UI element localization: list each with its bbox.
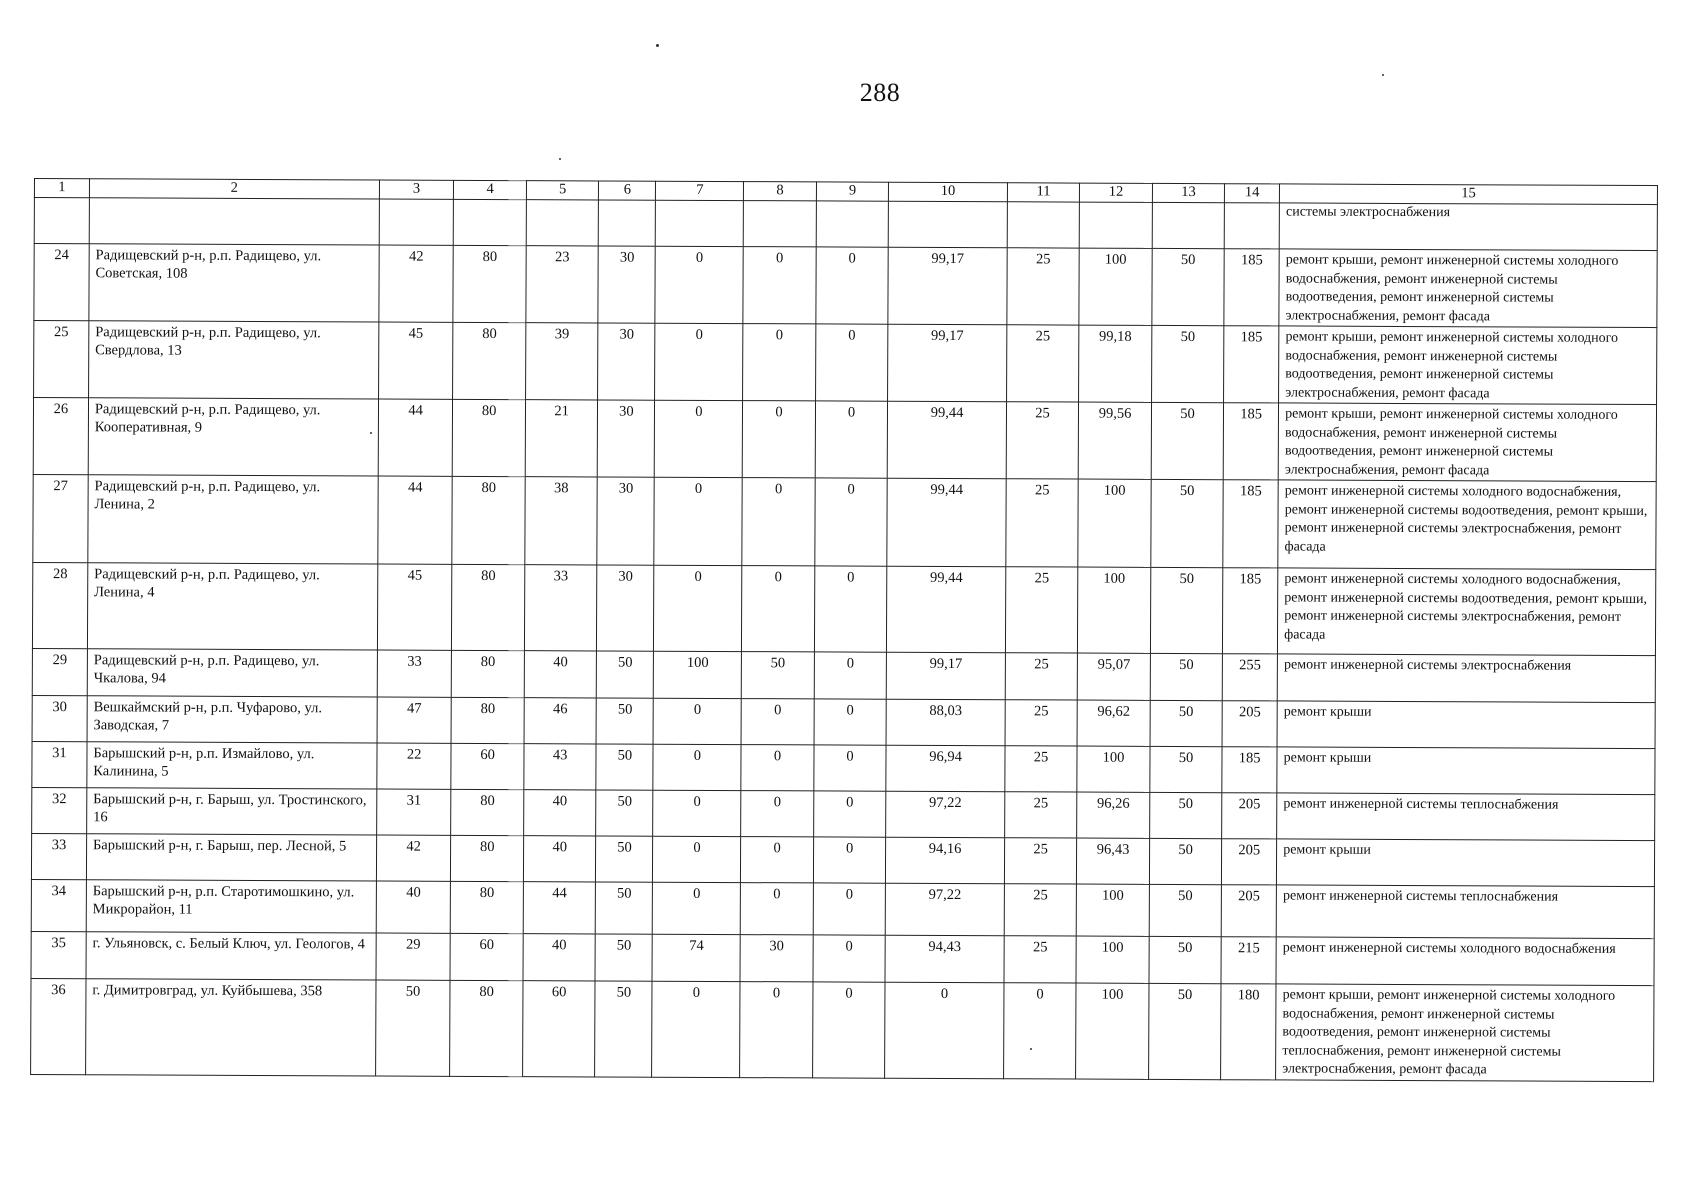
- value-cell-c11: 25: [1005, 567, 1078, 653]
- value-cell-c7: 0: [653, 790, 741, 836]
- value-cell-c10: 99,44: [887, 478, 1006, 567]
- value-cell-c8: 50: [742, 652, 815, 699]
- table-row: [33, 474, 1656, 569]
- value-cell-c8: 0: [741, 699, 814, 745]
- value-cell-c14: 185: [1224, 249, 1279, 326]
- works-cell: системы электроснабжения: [1279, 203, 1657, 251]
- value-cell-c4: 80: [453, 322, 526, 399]
- column-number-1: 1: [34, 179, 89, 198]
- value-cell-c3: 45: [378, 322, 453, 399]
- column-number-5: 5: [526, 181, 599, 200]
- value-cell-c14: 185: [1223, 480, 1278, 568]
- column-number-11: 11: [1007, 183, 1080, 202]
- table-row: [32, 787, 1655, 840]
- value-cell-c5: 40: [523, 934, 596, 981]
- column-number-10: 10: [889, 182, 1008, 202]
- value-cell-c14: 185: [1224, 326, 1279, 403]
- table-row: [31, 931, 1654, 985]
- value-cell-c14: 205: [1222, 701, 1277, 747]
- value-cell-c7: 0: [655, 323, 743, 400]
- cell: [888, 201, 1007, 248]
- column-number-13: 13: [1152, 183, 1225, 202]
- value-cell-c10: 99,44: [887, 401, 1006, 479]
- value-cell-c12: 100: [1079, 248, 1152, 325]
- value-cell-c3: 50: [375, 980, 450, 1076]
- value-cell-c7: 0: [655, 400, 743, 477]
- column-number-4: 4: [454, 180, 527, 199]
- value-cell-c9: 0: [814, 566, 887, 652]
- value-cell-c8: 0: [741, 837, 814, 883]
- value-cell-c9: 0: [814, 745, 887, 791]
- row-number-cell: 26: [33, 398, 88, 475]
- table-row: [32, 562, 1655, 655]
- address-cell: Радищевский р-н, р.п. Радищево, ул. Чкалова, 94: [87, 649, 377, 697]
- address-cell: Радищевский р-н, р.п. Радищево, ул. Ленина, 2: [88, 475, 378, 564]
- row-number-cell: 24: [34, 244, 89, 321]
- address-cell: Барышский р-н, р.п. Измайлово, ул. Калинина, 5: [87, 742, 377, 789]
- row-number-cell: 34: [31, 879, 86, 931]
- address-cell: г. Ульяновск, с. Белый Ключ, ул. Геологов, 4: [86, 932, 376, 980]
- works-cell: ремонт крыши, ремонт инженерной системы холодного водоснабжения, ремонт инженерной системы водоотведения, ремонт инженерной системы электроснабжения, ремонт фасада: [1278, 403, 1656, 482]
- value-cell-c7: 0: [652, 981, 740, 1077]
- address-cell: Барышский р-н, г. Барыш, ул. Тростинского, 16: [87, 788, 377, 835]
- column-number-7: 7: [656, 181, 744, 200]
- value-cell-c6: 30: [597, 477, 654, 565]
- value-cell-c3: 40: [376, 881, 451, 933]
- address-cell: Радищевский р-н, р.п. Радищево, ул. Ленина, 4: [87, 563, 377, 650]
- value-cell-c4: 80: [451, 835, 524, 881]
- value-cell-c5: 23: [526, 246, 599, 323]
- value-cell-c9: 0: [815, 324, 888, 401]
- value-cell-c14: 205: [1222, 793, 1277, 839]
- value-cell-c11: 25: [1004, 884, 1077, 936]
- value-cell-c11: 25: [1004, 838, 1077, 884]
- value-cell-c3: 42: [376, 835, 451, 881]
- value-cell-c5: 21: [525, 400, 598, 477]
- value-cell-c6: 30: [598, 323, 655, 400]
- value-cell-c12: 100: [1077, 884, 1150, 936]
- value-cell-c12: 99,56: [1079, 402, 1152, 479]
- value-cell-c14: 255: [1222, 654, 1277, 701]
- works-cell: ремонт крыши, ремонт инженерной системы холодного водоснабжения, ремонт инженерной системы водоотведения, ремонт инженерной системы электроснабжения, ремонт фасада: [1279, 326, 1657, 405]
- value-cell-c7: 0: [655, 246, 743, 323]
- value-cell-c11: 25: [1005, 700, 1078, 746]
- address-cell: г. Димитровград, ул. Куйбышева, 358: [85, 979, 375, 1076]
- value-cell-c5: 39: [525, 323, 598, 400]
- value-cell-c4: 80: [451, 697, 524, 743]
- value-cell-c4: 80: [452, 476, 525, 564]
- works-cell: ремонт инженерной системы электроснабжения: [1277, 654, 1655, 703]
- value-cell-c14: 205: [1222, 839, 1277, 885]
- value-cell-c7: 74: [652, 934, 740, 981]
- value-cell-c5: 60: [522, 981, 595, 1077]
- cell: [454, 199, 527, 245]
- value-cell-c10: 97,22: [886, 791, 1005, 838]
- value-cell-c10: 99,17: [886, 652, 1005, 700]
- value-cell-c7: 0: [654, 698, 742, 744]
- value-cell-c4: 80: [453, 245, 526, 322]
- value-cell-c14: 215: [1221, 937, 1276, 984]
- value-cell-c12: 100: [1078, 567, 1151, 653]
- row-number-cell: 31: [32, 741, 87, 787]
- value-cell-c13: 50: [1151, 325, 1224, 402]
- row-number-cell: 32: [32, 787, 87, 833]
- table-row: [34, 244, 1657, 328]
- value-cell-c11: 25: [1005, 746, 1078, 792]
- cell: [1007, 202, 1080, 248]
- scan-speck: [1382, 74, 1384, 76]
- value-cell-c10: 88,03: [886, 699, 1005, 746]
- value-cell-c3: 33: [377, 650, 452, 697]
- value-cell-c8: 30: [740, 935, 813, 982]
- scan-speck: [656, 44, 659, 47]
- table-row: [32, 741, 1655, 794]
- value-cell-c11: 25: [1007, 248, 1080, 325]
- value-cell-c10: 99,17: [888, 247, 1007, 325]
- value-cell-c12: 100: [1076, 983, 1149, 1079]
- row-number-cell: 36: [31, 978, 86, 1074]
- value-cell-c6: 50: [597, 651, 654, 698]
- value-cell-c7: 0: [653, 836, 741, 882]
- value-cell-c3: 31: [376, 789, 451, 835]
- value-cell-c13: 50: [1152, 248, 1225, 325]
- works-cell: ремонт инженерной системы теплоснабжения: [1276, 885, 1654, 939]
- value-cell-c4: 80: [452, 650, 525, 697]
- repair-program-table: [30, 178, 1658, 1082]
- value-cell-c3: 42: [379, 245, 454, 322]
- works-cell: ремонт крыши, ремонт инженерной системы холодного водоснабжения, ремонт инженерной системы водоотведения, ремонт инженерной системы электроснабжения, ремонт фасада: [1279, 249, 1657, 328]
- value-cell-c5: 40: [524, 651, 597, 698]
- column-number-12: 12: [1080, 183, 1153, 202]
- value-cell-c13: 50: [1149, 792, 1222, 838]
- value-cell-c13: 50: [1150, 567, 1223, 653]
- row-number-cell: 29: [32, 648, 87, 695]
- address-cell: Вешкаймский р-н, р.п. Чуфарово, ул. Заводская, 7: [87, 696, 377, 743]
- value-cell-c5: 38: [525, 477, 598, 565]
- value-cell-c9: 0: [815, 478, 888, 566]
- value-cell-c13: 50: [1150, 653, 1223, 700]
- value-cell-c9: 0: [813, 883, 886, 935]
- cell: [34, 198, 89, 244]
- value-cell-c9: 0: [815, 401, 888, 478]
- cell: [816, 201, 889, 247]
- column-number-3: 3: [379, 180, 454, 199]
- table-row: [33, 398, 1656, 482]
- works-cell: ремонт крыши: [1277, 747, 1655, 795]
- value-cell-c9: 0: [816, 247, 889, 324]
- value-cell-c12: 96,26: [1077, 792, 1150, 838]
- value-cell-c9: 0: [814, 652, 887, 699]
- value-cell-c9: 0: [813, 791, 886, 837]
- value-cell-c5: 33: [524, 565, 597, 651]
- cell: [1224, 203, 1279, 249]
- scan-speck: [559, 158, 561, 160]
- value-cell-c13: 50: [1151, 402, 1224, 479]
- value-cell-c13: 50: [1149, 838, 1222, 884]
- works-cell: ремонт инженерной системы теплоснабжения: [1277, 793, 1655, 841]
- value-cell-c3: 47: [377, 697, 452, 743]
- value-cell-c8: 0: [741, 791, 814, 837]
- value-cell-c5: 40: [523, 836, 596, 882]
- value-cell-c3: 44: [378, 476, 453, 564]
- value-cell-c13: 50: [1150, 700, 1223, 746]
- column-number-15: 15: [1280, 184, 1658, 205]
- address-cell: Радищевский р-н, р.п. Радищево, ул. Кооперативная, 9: [88, 398, 378, 476]
- value-cell-c12: 95,07: [1078, 653, 1151, 700]
- value-cell-c3: 22: [377, 743, 452, 789]
- value-cell-c7: 0: [654, 565, 742, 651]
- row-number-cell: 30: [32, 695, 87, 741]
- table-row: [31, 833, 1654, 886]
- table-row: [32, 648, 1655, 702]
- value-cell-c3: 45: [377, 564, 452, 650]
- value-cell-c8: 0: [741, 745, 814, 791]
- works-cell: ремонт крыши, ремонт инженерной системы холодного водоснабжения, ремонт инженерной системы водоотведения, ремонт инженерной системы теплоснабжения, ремонт инженерной системы электроснабжения, ремонт фасада: [1276, 984, 1654, 1081]
- page-number: 288: [859, 78, 901, 107]
- cell: [656, 200, 744, 246]
- value-cell-c4: 80: [451, 789, 524, 835]
- column-number-8: 8: [744, 182, 817, 201]
- value-cell-c6: 30: [598, 400, 655, 477]
- value-cell-c14: 185: [1222, 747, 1277, 793]
- value-cell-c7: 0: [653, 882, 741, 934]
- value-cell-c13: 50: [1151, 479, 1224, 567]
- value-cell-c7: 100: [654, 651, 742, 698]
- value-cell-c13: 50: [1150, 746, 1223, 792]
- value-cell-c11: 25: [1004, 936, 1077, 983]
- value-cell-c4: 80: [451, 881, 524, 933]
- column-number-2: 2: [89, 179, 379, 199]
- value-cell-c5: 43: [524, 744, 597, 790]
- cell: [89, 198, 379, 245]
- table-row: [32, 695, 1655, 748]
- value-cell-c10: 94,43: [885, 935, 1004, 983]
- value-cell-c11: 25: [1006, 325, 1079, 402]
- value-cell-c7: 0: [653, 744, 741, 790]
- row-number-cell: 28: [32, 562, 87, 648]
- value-cell-c9: 0: [814, 699, 887, 745]
- value-cell-c10: 96,94: [886, 745, 1005, 792]
- value-cell-c12: 96,43: [1077, 838, 1150, 884]
- table-row: [34, 321, 1657, 405]
- column-number-14: 14: [1225, 184, 1280, 203]
- value-cell-c6: 30: [597, 565, 654, 651]
- value-cell-c5: 40: [524, 790, 597, 836]
- value-cell-c12: 100: [1077, 746, 1150, 792]
- value-cell-c10: 97,22: [885, 883, 1004, 936]
- value-cell-c5: 46: [524, 698, 597, 744]
- works-cell: ремонт инженерной системы холодного водоснабжения, ремонт инженерной системы водоотведения, ремонт крыши, ремонт инженерной системы электроснабжения, ремонт фасада: [1278, 568, 1656, 656]
- address-cell: Радищевский р-н, р.п. Радищево, ул. Свердлова, 13: [88, 321, 378, 399]
- works-cell: ремонт инженерной системы холодного водоснабжения, ремонт инженерной системы водоотведения, ремонт крыши, ремонт инженерной системы электроснабжения, ремонт фасада: [1278, 480, 1656, 570]
- column-number-6: 6: [599, 181, 656, 200]
- value-cell-c10: 94,16: [886, 837, 1005, 884]
- row-number-cell: 33: [31, 833, 86, 879]
- value-cell-c12: 100: [1078, 479, 1151, 567]
- address-cell: Барышский р-н, г. Барыш, пер. Лесной, 5: [86, 834, 376, 881]
- value-cell-c3: 44: [378, 399, 453, 476]
- value-cell-c6: 50: [596, 744, 653, 790]
- value-cell-c6: 50: [596, 882, 653, 934]
- cell: [599, 200, 656, 246]
- value-cell-c8: 0: [740, 982, 813, 1078]
- value-cell-c8: 0: [742, 566, 815, 652]
- value-cell-c11: 25: [1005, 653, 1078, 700]
- value-cell-c5: 44: [523, 882, 596, 934]
- value-cell-c10: 99,17: [888, 324, 1007, 402]
- value-cell-c3: 29: [376, 933, 451, 980]
- value-cell-c6: 50: [595, 934, 652, 981]
- value-cell-c12: 100: [1076, 936, 1149, 983]
- value-cell-c10: 0: [885, 982, 1004, 1078]
- row-number-cell: 35: [31, 931, 86, 978]
- value-cell-c14: 185: [1223, 403, 1278, 480]
- value-cell-c7: 0: [654, 477, 742, 565]
- value-cell-c10: 99,44: [887, 566, 1006, 653]
- value-cell-c6: 50: [596, 698, 653, 744]
- value-cell-c11: 25: [1004, 792, 1077, 838]
- value-cell-c4: 60: [450, 933, 523, 980]
- works-cell: ремонт инженерной системы холодного водоснабжения: [1276, 937, 1654, 986]
- value-cell-c14: 205: [1221, 885, 1276, 937]
- value-cell-c6: 50: [596, 790, 653, 836]
- cell: [379, 199, 454, 245]
- value-cell-c11: 25: [1006, 402, 1079, 479]
- value-cell-c4: 60: [451, 743, 524, 789]
- value-cell-c8: 0: [743, 324, 816, 401]
- row-number-cell: 25: [34, 321, 89, 398]
- cell: [1080, 202, 1153, 248]
- value-cell-c4: 80: [452, 564, 525, 650]
- continuation-row: [34, 198, 1657, 251]
- cell: [1152, 202, 1225, 248]
- value-cell-c8: 0: [743, 247, 816, 324]
- value-cell-c11: 25: [1006, 479, 1079, 567]
- value-cell-c13: 50: [1148, 983, 1221, 1079]
- value-cell-c8: 0: [741, 883, 814, 935]
- value-cell-c4: 80: [450, 980, 523, 1076]
- value-cell-c12: 99,18: [1079, 325, 1152, 402]
- value-cell-c8: 0: [742, 478, 815, 566]
- address-cell: Радищевский р-н, р.п. Радищево, ул. Советская, 108: [89, 244, 379, 322]
- cell: [744, 201, 817, 247]
- row-number-cell: 27: [33, 474, 88, 562]
- value-cell-c9: 0: [813, 837, 886, 883]
- value-cell-c4: 80: [453, 399, 526, 476]
- cell: [526, 200, 599, 246]
- value-cell-c6: 50: [595, 981, 653, 1077]
- value-cell-c6: 50: [596, 836, 653, 882]
- value-cell-c8: 0: [743, 401, 816, 478]
- value-cell-c9: 0: [812, 982, 885, 1078]
- table-row: [31, 978, 1654, 1081]
- works-cell: ремонт крыши: [1277, 839, 1655, 887]
- value-cell-c13: 50: [1149, 884, 1222, 936]
- value-cell-c6: 30: [598, 246, 655, 323]
- table-body: [31, 198, 1658, 1082]
- value-cell-c9: 0: [813, 935, 886, 982]
- value-cell-c12: 96,62: [1077, 700, 1150, 746]
- value-cell-c11: 0: [1003, 983, 1076, 1079]
- column-number-9: 9: [816, 182, 889, 201]
- value-cell-c13: 50: [1149, 936, 1222, 983]
- value-cell-c14: 185: [1223, 568, 1278, 654]
- address-cell: Барышский р-н, р.п. Старотимошкино, ул. Микрорайон, 11: [86, 880, 376, 933]
- value-cell-c14: 180: [1221, 984, 1276, 1080]
- works-cell: ремонт крыши: [1277, 701, 1655, 749]
- table-row: [31, 879, 1654, 938]
